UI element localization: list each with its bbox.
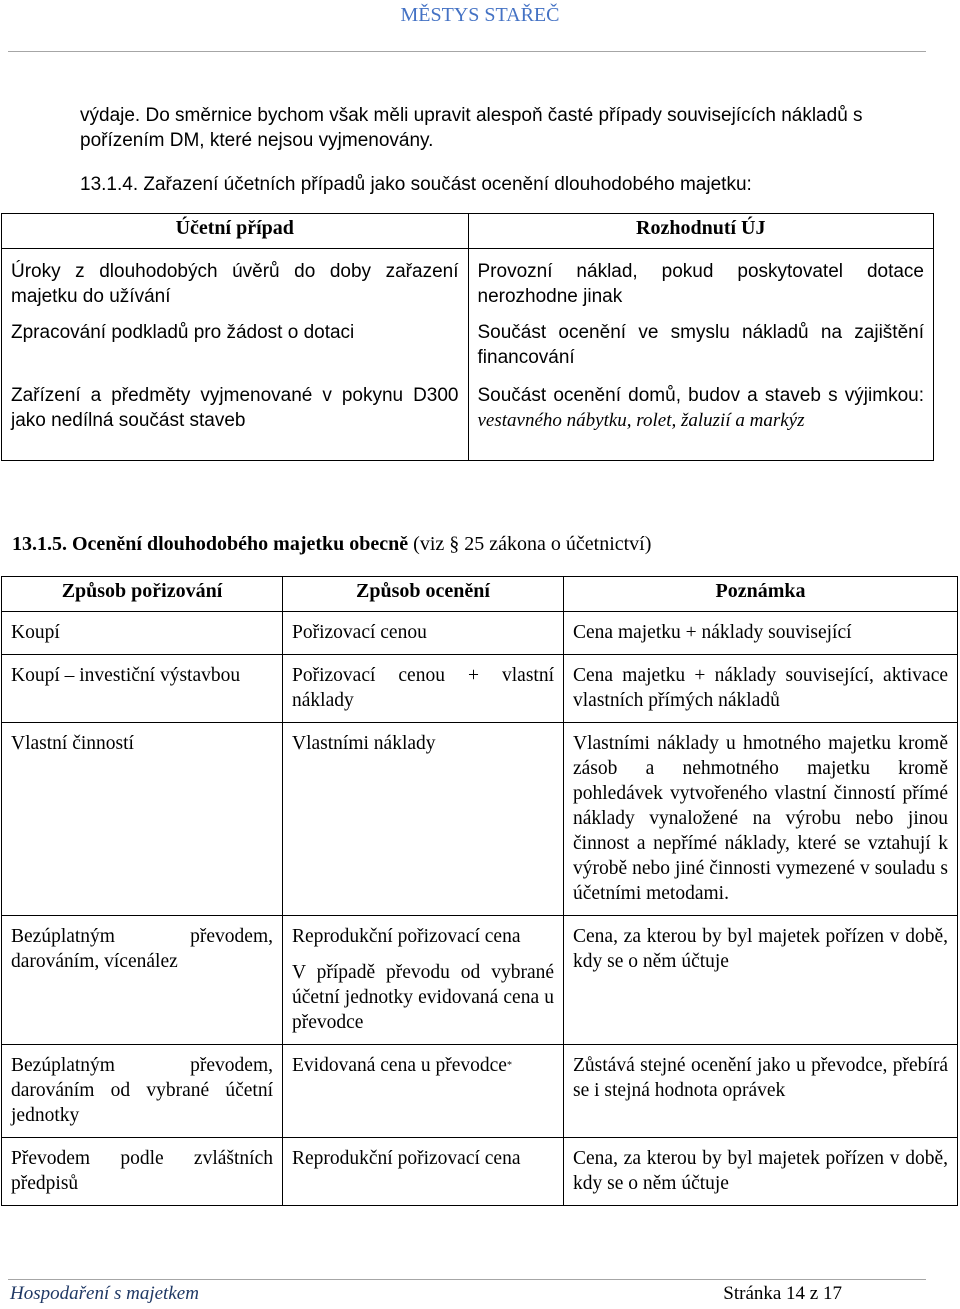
table-row [2,1138,958,1206]
cell-decision: Součást ocenění ve smyslu nákladů na zajištění financování [468,314,934,374]
valuation-secondary: V případě převodu od vybrané účetní jednotky evidovaná cena u převodce [292,962,554,1033]
cell-note: Cena majetku + náklady související [564,612,958,655]
section-2-title-bold: 13.1.5. Ocenění dlouhodobého majetku obecně [12,533,409,555]
cell-case: Úroky z dlouhodobých úvěrů do doby zařazení majetku do užívání [2,249,469,315]
column-header-decision: Rozhodnutí ÚJ [468,214,934,249]
cell-note: Cena, za kterou by byl majetek pořízen v době, kdy se o něm účtuje [564,1138,958,1206]
cell-note: Vlastními náklady u hmotného majetku kromě zásob a nehmotného majetku kromě pohledávek vytvořeného vlastní činností přímé náklady vynaložené na výrobu nebo jinou činnost a nepřímé náklady, které se vztahují k výrobě nebo jiné činnosti vymezené v souladu s účetními metodami. [564,723,958,916]
column-header-method: Způsob pořizování [2,577,283,612]
cell-case: Zpracování podkladů pro žádost o dotaci [2,314,469,374]
table-row [2,314,934,374]
header-rule [8,51,926,52]
footer-rule [8,1279,926,1280]
decision-exceptions: vestavného nábytku, rolet, žaluzií a markýz [477,410,805,431]
table-row [2,916,958,1045]
footer-document-title: Hospodaření s majetkem [10,1283,199,1304]
table-row [2,612,958,655]
valuation-text: Evidovaná cena u převodce [292,1055,507,1076]
cell-note: Cena, za kterou by byl majetek pořízen v době, kdy se o něm účtuje [564,916,958,1045]
cell-case: Zařízení a předměty vyjmenované v pokynu D300 jako nedílná součást staveb [2,374,469,461]
section-2-title-rest: (viz § 25 zákona o účetnictví) [408,533,652,555]
table-header-row [2,214,934,249]
intro-paragraph: výdaje. Do směrnice bychom však měli upravit alespoň časté případy souvisejících nákladů s pořízením DM, které nejsou vyjmenovány. [80,105,863,151]
section-2-title [12,533,651,556]
cell-valuation [283,1045,564,1138]
cell-valuation: Vlastními náklady [283,723,564,916]
cell-note: Cena majetku + náklady související, aktivace vlastních přímých nákladů [564,655,958,723]
cell-method: Bezúplatným převodem, darováním, vícenález [2,916,283,1045]
cell-method: Bezúplatným převodem, darováním od vybrané účetní jednotky [2,1045,283,1138]
section-1-title: 13.1.4. Zařazení účetních případů jako součást ocenění dlouhodobého majetku: [80,174,752,195]
valuation-primary: Reprodukční pořizovací cena [292,926,521,947]
column-header-valuation: Způsob ocenění [283,577,564,612]
table-row [2,655,958,723]
cell-method: Koupí – investiční výstavbou [2,655,283,723]
footnote-mark: * [506,1060,512,1071]
cell-valuation [283,916,564,1045]
table-header-row [2,577,958,612]
page-header-title: MĚSTYS STAŘEČ [400,4,560,26]
cell-valuation: Reprodukční pořizovací cena [283,1138,564,1206]
footer-page-number: Stránka 14 z 17 [723,1283,842,1304]
table-row [2,723,958,916]
column-header-case: Účetní případ [2,214,469,249]
cell-note: Zůstává stejné ocenění jako u převodce, přebírá se i stejná hodnota oprávek [564,1045,958,1138]
table-row [2,249,934,315]
table-row [2,374,934,461]
cell-method: Vlastní činností [2,723,283,916]
column-header-note: Poznámka [564,577,958,612]
decision-text: Součást ocenění domů, budov a staveb s výjimkou: [477,385,924,406]
cell-valuation: Pořizovací cenou + vlastní náklady [283,655,564,723]
valuation-table [1,576,958,1206]
accounting-cases-table [1,213,934,461]
cell-decision [468,374,934,461]
cell-method: Koupí [2,612,283,655]
cell-method: Převodem podle zvláštních předpisů [2,1138,283,1206]
table-row [2,1045,958,1138]
cell-decision: Provozní náklad, pokud poskytovatel dotace nerozhodne jinak [468,249,934,315]
cell-valuation: Pořizovací cenou [283,612,564,655]
